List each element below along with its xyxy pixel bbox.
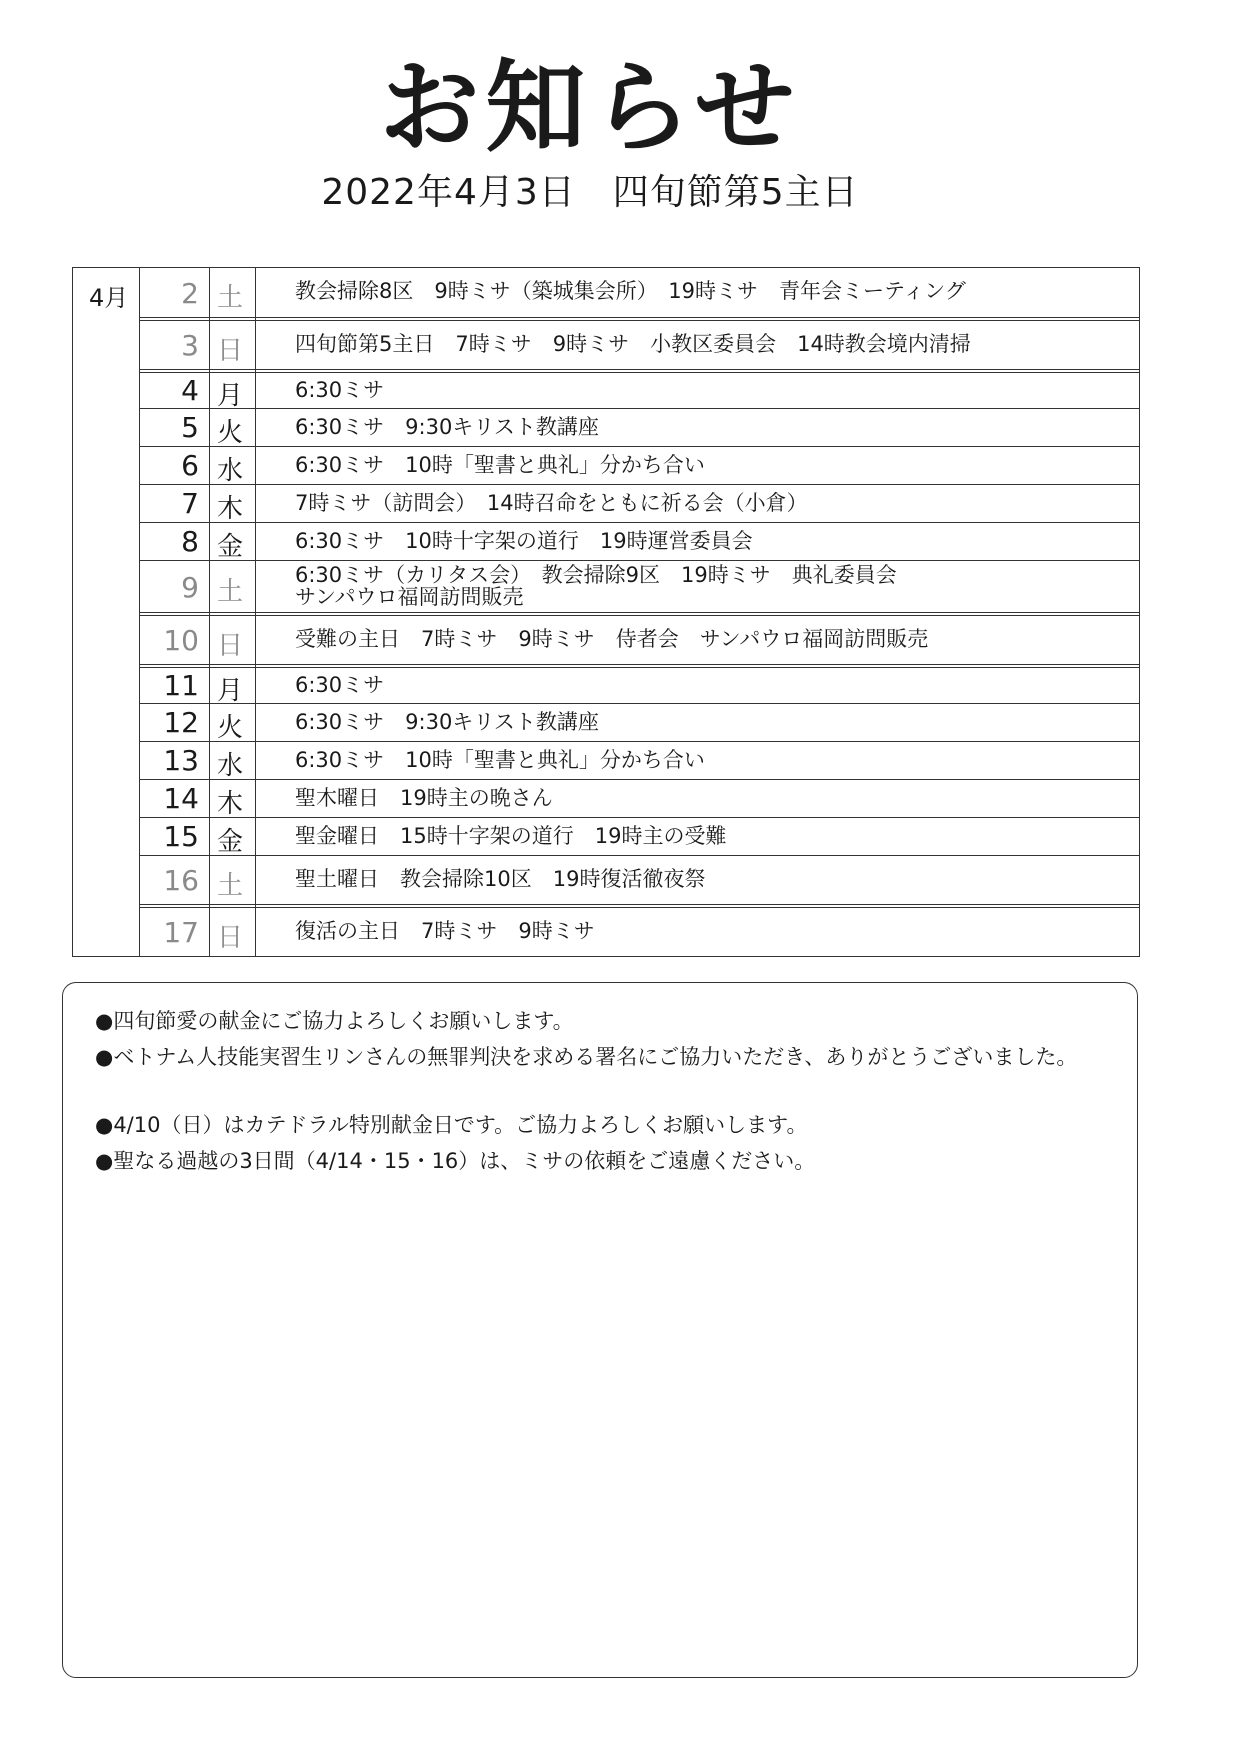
calendar-row — [139, 743, 1139, 779]
day-number: 17 — [163, 916, 199, 949]
weekday: 木 — [216, 789, 243, 819]
calendar-row — [139, 781, 1139, 817]
day-number: 2 — [181, 277, 199, 310]
week-divider — [139, 904, 1139, 908]
day-events: 受難の主日 7時ミサ 9時ミサ 侍者会 サンパウロ福岡訪問販売 — [295, 627, 929, 651]
day-events: 6:30ミサ — [295, 378, 385, 402]
calendar-row — [139, 819, 1139, 855]
row-divider — [139, 703, 1139, 704]
calendar-row — [139, 410, 1139, 446]
day-number: 14 — [163, 782, 199, 815]
day-number: 3 — [181, 329, 199, 362]
calendar-row — [139, 705, 1139, 741]
calendar-row — [139, 617, 1139, 664]
page-title: お知らせ — [379, 49, 801, 166]
month-label: 4月 — [89, 284, 129, 312]
week-divider — [139, 612, 1139, 616]
week-divider — [139, 317, 1139, 321]
notice-item: ●4/10（日）はカテドラル特別献金日です。ご協力よろしくお願いします。 — [95, 1113, 808, 1137]
weekday: 日 — [216, 336, 243, 366]
day-number: 13 — [163, 744, 199, 777]
weekday: 土 — [216, 577, 243, 607]
row-divider — [139, 560, 1139, 561]
row-divider — [139, 446, 1139, 447]
notice-item: ●ベトナム人技能実習生リンさんの無罪判決を求める署名にご協力いただき、ありがとうございました。 — [95, 1045, 1078, 1069]
day-events: 6:30ミサ 10時十字架の道行 19時運営委員会 — [295, 529, 753, 553]
notice-item: ●聖なる過越の3日間（4/14・15・16）は、ミサの依頼をご遠慮ください。 — [95, 1149, 816, 1173]
calendar-row — [139, 562, 1139, 612]
day-number: 11 — [163, 669, 199, 702]
weekday: 土 — [216, 283, 243, 313]
weekday: 月 — [216, 381, 243, 411]
day-number: 15 — [163, 820, 199, 853]
calendar-row — [139, 669, 1139, 706]
weekday: 水 — [216, 751, 243, 781]
day-events: 6:30ミサ — [295, 673, 385, 697]
calendar-row — [139, 486, 1139, 522]
row-divider — [139, 855, 1139, 856]
weekday: 木 — [216, 494, 243, 524]
day-number: 8 — [181, 525, 199, 558]
row-divider — [139, 741, 1139, 742]
weekday: 土 — [216, 871, 243, 901]
day-number: 9 — [181, 571, 199, 604]
day-events: 6:30ミサ 10時「聖書と典礼」分かち合い — [295, 453, 705, 477]
day-events: 聖土曜日 教会掃除10区 19時復活徹夜祭 — [295, 867, 706, 891]
day-number: 10 — [163, 624, 199, 657]
row-divider — [139, 817, 1139, 818]
weekday: 金 — [216, 532, 243, 562]
day-events: 復活の主日 7時ミサ 9時ミサ — [295, 919, 595, 943]
calendar-row — [139, 374, 1139, 411]
day-events: 6:30ミサ 10時「聖書と典礼」分かち合い — [295, 748, 705, 772]
day-events: 聖金曜日 15時十字架の道行 19時主の受難 — [295, 824, 727, 848]
day-events: 6:30ミサ 9:30キリスト教講座 — [295, 710, 599, 734]
weekday: 日 — [216, 631, 243, 661]
weekday: 水 — [216, 456, 243, 486]
calendar-row — [139, 448, 1139, 484]
day-number: 4 — [181, 374, 199, 407]
row-divider — [139, 779, 1139, 780]
notice-item: ●四旬節愛の献金にご協力よろしくお願いします。 — [95, 1009, 574, 1033]
row-divider — [139, 484, 1139, 485]
weekday: 日 — [216, 923, 243, 953]
day-number: 6 — [181, 449, 199, 482]
day-number: 7 — [181, 487, 199, 520]
day-events: 教会掃除8区 9時ミサ（築城集会所） 19時ミサ 青年会ミーティング — [295, 279, 966, 303]
day-number: 16 — [163, 864, 199, 897]
calendar-row — [139, 857, 1139, 904]
calendar-row — [139, 524, 1139, 560]
weekday: 火 — [216, 713, 243, 743]
calendar-row — [139, 322, 1139, 369]
notices-box — [62, 982, 1138, 1678]
day-number: 12 — [163, 706, 199, 739]
calendar-row — [139, 268, 1139, 317]
day-number: 5 — [181, 411, 199, 444]
week-divider — [139, 664, 1139, 668]
row-divider — [139, 408, 1139, 409]
week-divider — [139, 369, 1139, 373]
schedule-calendar — [72, 267, 1140, 957]
day-events: 7時ミサ（訪問会） 14時召命をともに祈る会（小倉） — [295, 491, 808, 515]
calendar-row — [139, 909, 1139, 956]
page-subtitle: 2022年4月3日 四旬節第5主日 — [321, 172, 859, 213]
day-events-line2: サンパウロ福岡訪問販売 — [295, 585, 524, 609]
row-divider — [139, 522, 1139, 523]
day-events: 6:30ミサ 9:30キリスト教講座 — [295, 415, 599, 439]
weekday: 金 — [216, 827, 243, 857]
weekday: 月 — [216, 676, 243, 706]
day-events: 6:30ミサ（カリタス会） 教会掃除9区 19時ミサ 典礼委員会 — [295, 563, 897, 587]
weekday: 火 — [216, 418, 243, 448]
day-events: 四旬節第5主日 7時ミサ 9時ミサ 小教区委員会 14時教会境内清掃 — [295, 332, 971, 356]
day-events: 聖木曜日 19時主の晩さん — [295, 786, 553, 810]
